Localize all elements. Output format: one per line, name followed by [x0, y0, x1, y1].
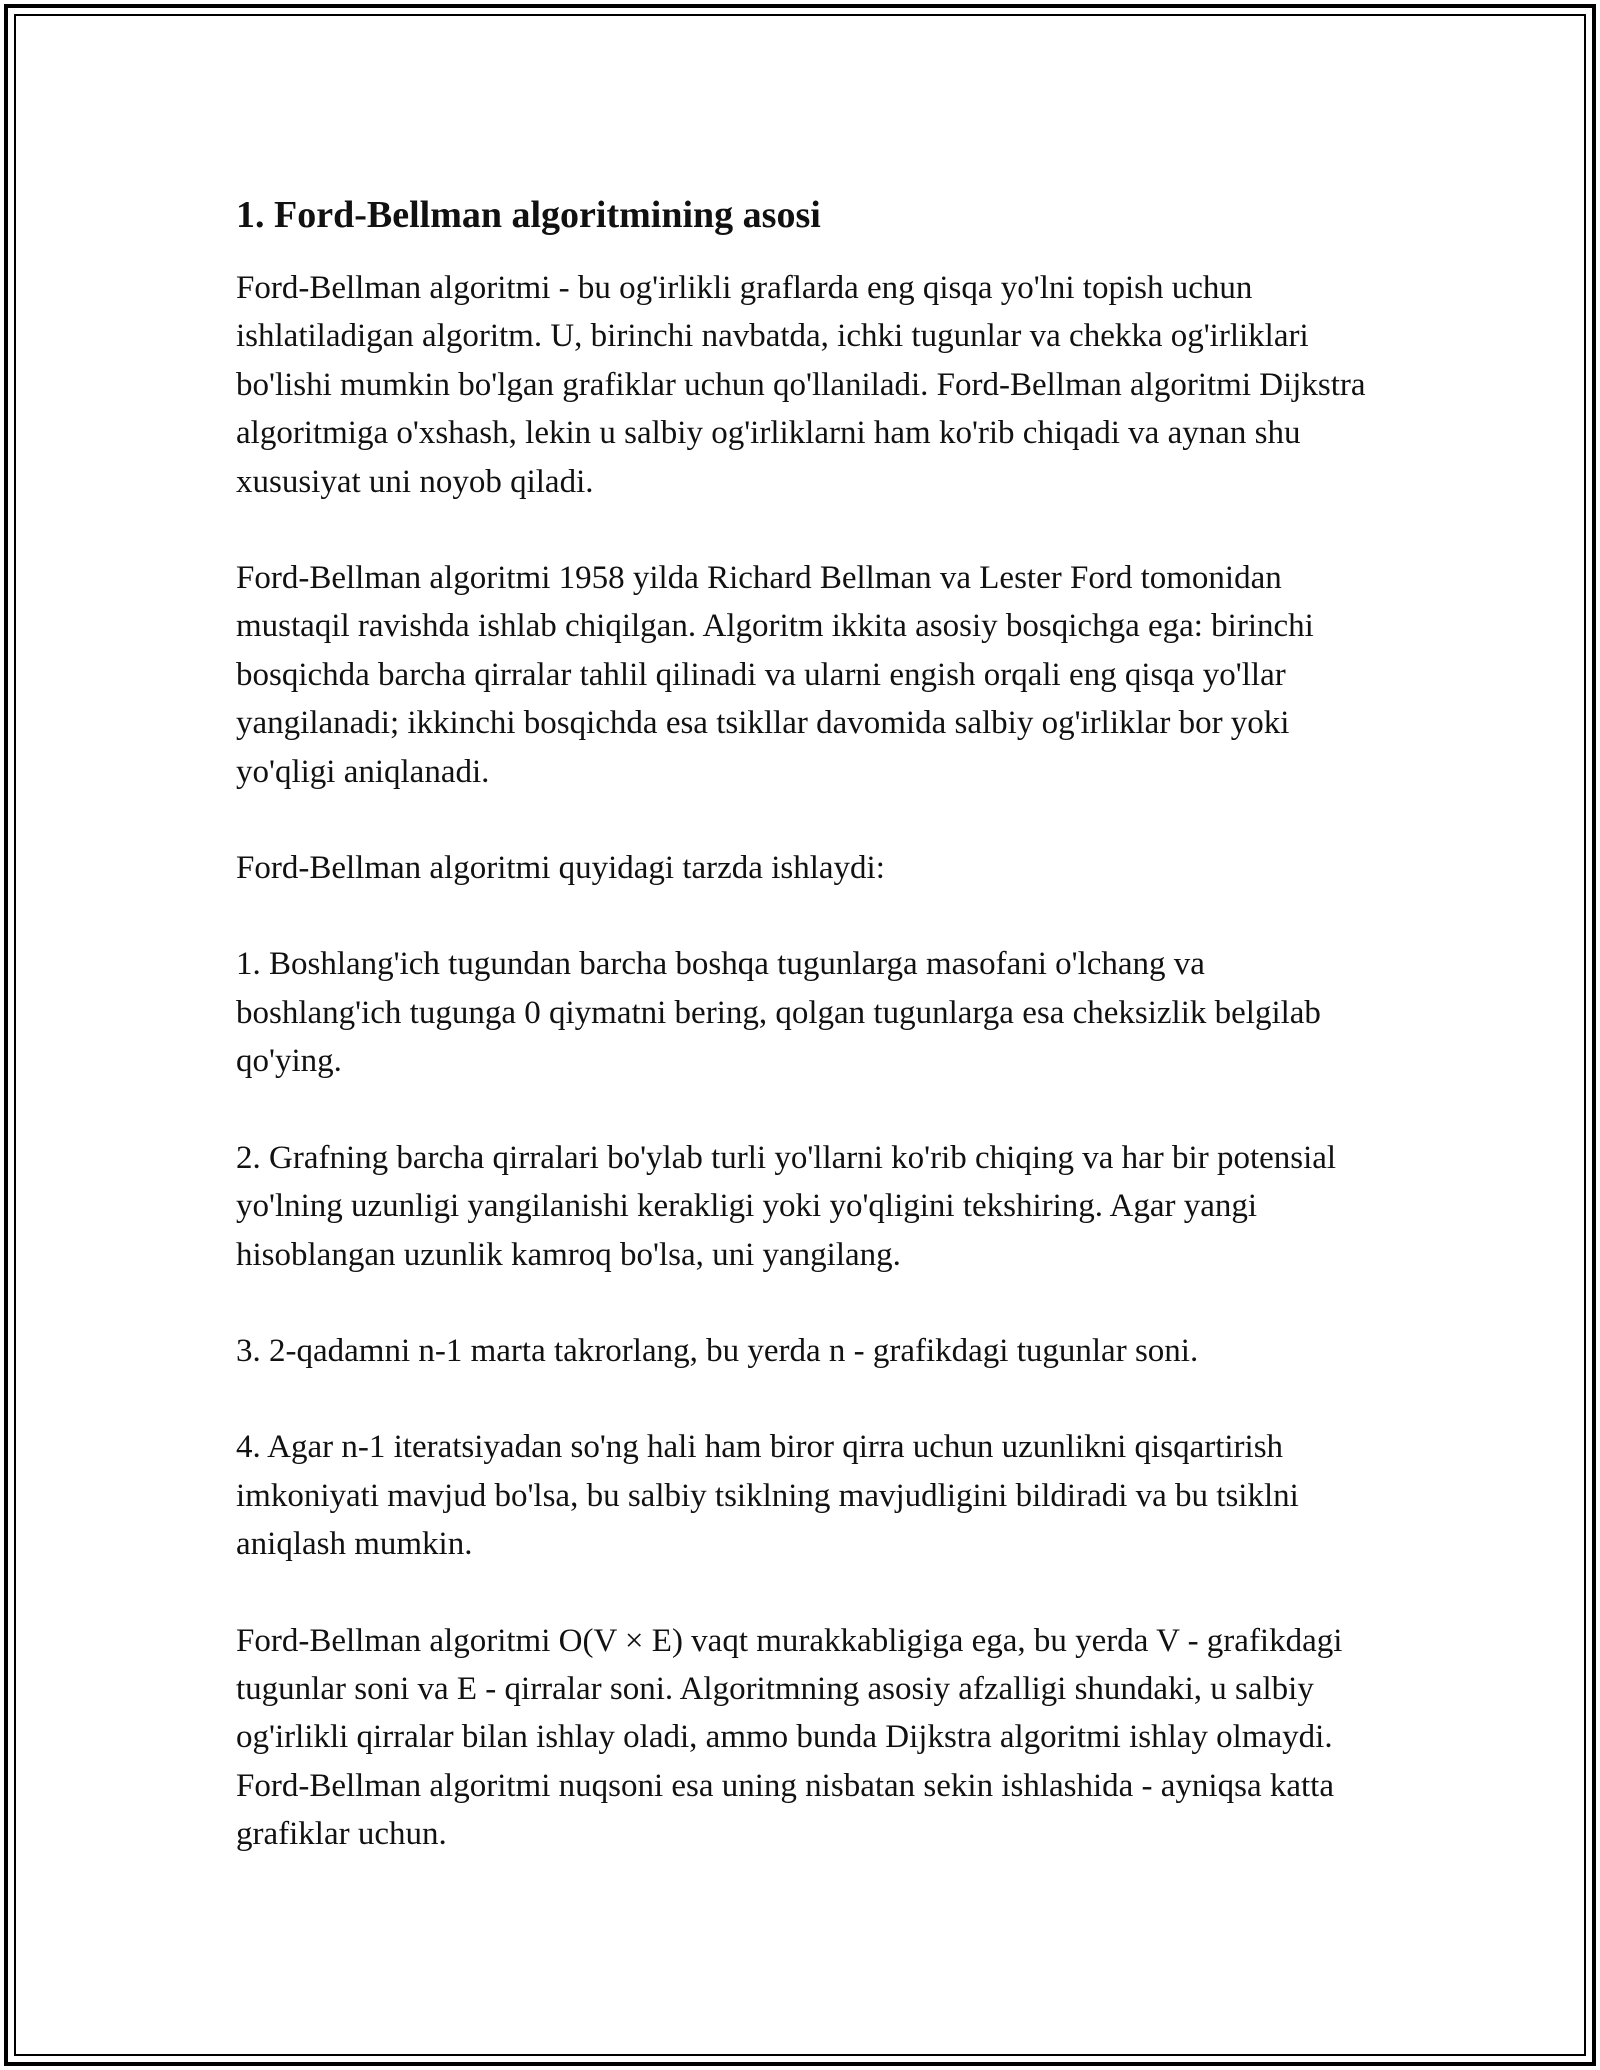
step-2: 2. Grafning barcha qirralari bo'ylab turli yo'llarni ko'rib chiqing va har bir potensial yo'lning uzunligi yangilanishi kerakligi yoki yo'qligini tekshiring. Agar yangi hisoblangan uzunlik kamroq bo'lsa, uni yangilang.	[236, 1139, 1337, 1273]
paragraph-history: Ford-Bellman algoritmi 1958 yilda Richard Bellman va Lester Ford tomonidan mustaqil ravishda ishlab chiqilgan. Algoritm ikkita asosiy bosqichga ega: birinchi bosqichda barcha qirralar tahlil qilinadi va ularni engish orqali eng qisqa yo'llar yangilanadi; ikkinchi bosqichda esa tsikllar davomida salbiy og'irliklar bor yoki yo'qligi aniqlanadi.	[236, 560, 1314, 790]
document-body	[236, 188, 1376, 1907]
step-1: 1. Boshlang'ich tugundan barcha boshqa tugunlarga masofani o'lchang va boshlang'ich tugunga 0 qiymatni bering, qolgan tugunlarga esa cheksizlik belgilab qo'ying.	[236, 946, 1321, 1080]
step-3: 3. 2-qadamni n-1 marta takrorlang, bu yerda n - grafikdagi tugunlar soni.	[236, 1332, 1199, 1369]
paragraph-steps-intro: Ford-Bellman algoritmi quyidagi tarzda ishlaydi:	[236, 850, 885, 887]
section-heading: 1. Ford-Bellman algoritmining asosi	[236, 194, 821, 236]
paragraph-complexity: Ford-Bellman algoritmi O(V × E) vaqt murakkabligiga ega, bu yerda V - grafikdagi tugunlar soni va E - qirralar soni. Algoritmning asosiy afzalligi shundaki, u salbiy og'irlikli qirralar bilan ishlay oladi, ammo bunda Dijkstra algoritmi ishlay olmaydi. Ford-Bellman algoritmi nuqsoni esa uning nisbatan sekin ishlashida - ayniqsa katta grafiklar uchun.	[236, 1622, 1343, 1853]
step-4: 4. Agar n-1 iteratsiyadan so'ng hali ham biror qirra uchun uzunlikni qisqartirish imkoniyati mavjud bo'lsa, bu salbiy tsiklning mavjudligini bildiradi va bu tsiklni aniqlash mumkin.	[236, 1429, 1299, 1563]
paragraph-intro: Ford-Bellman algoritmi - bu og'irlikli graflarda eng qisqa yo'lni topish uchun ishlatiladigan algoritm. U, birinchi navbatda, ichki tugunlar va chekka og'irliklari bo'lishi mumkin bo'lgan grafiklar uchun qo'llaniladi. Ford-Bellman algoritmi Dijkstra algoritmiga o'xshash, lekin u salbiy og'irliklarni ham ko'rib chiqadi va aynan shu xususiyat uni noyob qiladi.	[236, 270, 1366, 500]
